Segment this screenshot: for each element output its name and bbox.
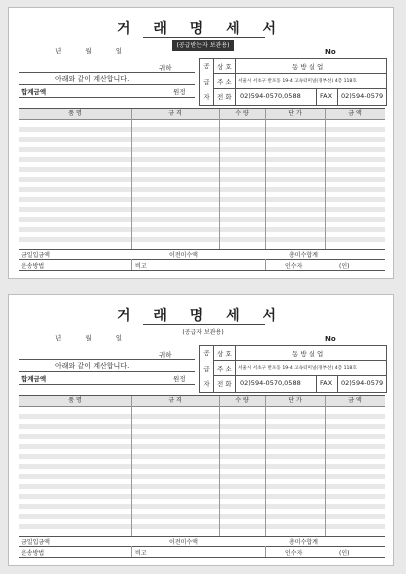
fax-label: FAX (320, 92, 333, 100)
invoice-sheet-customer-copy (8, 7, 394, 279)
deposit-label: 금일입금액 (21, 539, 50, 546)
title-underline (143, 37, 265, 38)
column-header-amount: 금 액 (348, 110, 362, 117)
total-line (19, 97, 195, 98)
receiver-label: 인수자 (285, 550, 303, 557)
footer-shipping-row (19, 259, 385, 271)
address-label: 주 소 (217, 365, 232, 373)
phone-value: 02)594-0570,0588 (240, 92, 301, 100)
column-header-spec: 규 격 (168, 397, 182, 404)
column-header-item: 품 명 (68, 110, 82, 117)
supplier-vertical-label: 공 급 자 (200, 59, 214, 105)
won-label: 원정 (173, 88, 186, 96)
fax-label: FAX (320, 379, 333, 387)
calc-phrase: 아래와 같이 계산합니다. (55, 362, 130, 370)
number-label: No (325, 48, 336, 56)
column-header-unit-price: 단 가 (288, 110, 302, 117)
number-label: No (325, 335, 336, 343)
title-underline (143, 324, 265, 325)
document-title: 거 래 명 세 서 (116, 308, 286, 324)
address-label: 주 소 (217, 78, 232, 86)
items-table (19, 395, 385, 537)
address-value: 서울시 서초구 반포동 19-4 고속터미널(경부선) 4층 118호 (238, 79, 357, 84)
recipient-line (19, 72, 195, 73)
fax-value: 02)594-0579 (341, 379, 384, 387)
invoice-sheet-supplier-copy (8, 294, 394, 566)
column-header-item: 품 명 (68, 397, 82, 404)
prev-balance-label: 이전미수액 (169, 539, 198, 546)
company-name-value: 동 방 실 업 (292, 350, 324, 358)
calc-phrase: 아래와 같이 계산합니다. (55, 75, 130, 83)
seal-label: (인) (339, 550, 350, 557)
company-name-label: 상 호 (217, 63, 232, 71)
recipient-line (19, 359, 195, 360)
address-value: 서울시 서초구 반포동 19-4 고속터미널(경부선) 4층 118호 (238, 366, 357, 371)
calc-line (19, 371, 195, 372)
company-name-value: 동 방 실 업 (292, 63, 324, 71)
column-header-unit-price: 단 가 (288, 397, 302, 404)
supplier-box (199, 345, 387, 393)
document-title: 거 래 명 세 서 (116, 21, 286, 37)
seal-label: (인) (339, 263, 350, 270)
phone-label: 전 화 (217, 93, 232, 101)
deposit-label: 금일입금액 (21, 252, 50, 259)
recipient-suffix: 귀하 (159, 64, 172, 72)
fax-value: 02)594-0579 (341, 92, 384, 100)
prev-balance-label: 이전미수액 (169, 252, 198, 259)
won-label: 원정 (173, 375, 186, 383)
note-label: 비고 (135, 550, 147, 557)
date-label: 년 월 일 (55, 334, 122, 342)
note-label: 비고 (135, 263, 147, 270)
shipping-label: 운송방법 (21, 263, 45, 270)
phone-label: 전 화 (217, 380, 232, 388)
total-balance-label: 총미수합계 (289, 539, 318, 546)
footer-shipping-row (19, 546, 385, 558)
total-line (19, 384, 195, 385)
copy-label: (공급받는자 보관용) (172, 40, 234, 51)
column-header-amount: 금 액 (348, 397, 362, 404)
total-label: 합계금액 (21, 375, 47, 383)
calc-line (19, 84, 195, 85)
table-header (19, 109, 385, 120)
copy-label: (공급자 보관용) (182, 329, 224, 336)
column-header-qty: 수 량 (235, 110, 249, 117)
recipient-suffix: 귀하 (159, 351, 172, 359)
phone-value: 02)594-0570,0588 (240, 379, 301, 387)
shipping-label: 운송방법 (21, 550, 45, 557)
receiver-label: 인수자 (285, 263, 303, 270)
items-table (19, 108, 385, 250)
date-label: 년 월 일 (55, 47, 122, 55)
supplier-box (199, 58, 387, 106)
supplier-vertical-label: 공 급 자 (200, 346, 214, 392)
table-header (19, 396, 385, 407)
column-header-qty: 수 량 (235, 397, 249, 404)
column-header-spec: 규 격 (168, 110, 182, 117)
total-balance-label: 총미수합계 (289, 252, 318, 259)
company-name-label: 상 호 (217, 350, 232, 358)
total-label: 합계금액 (21, 88, 47, 96)
